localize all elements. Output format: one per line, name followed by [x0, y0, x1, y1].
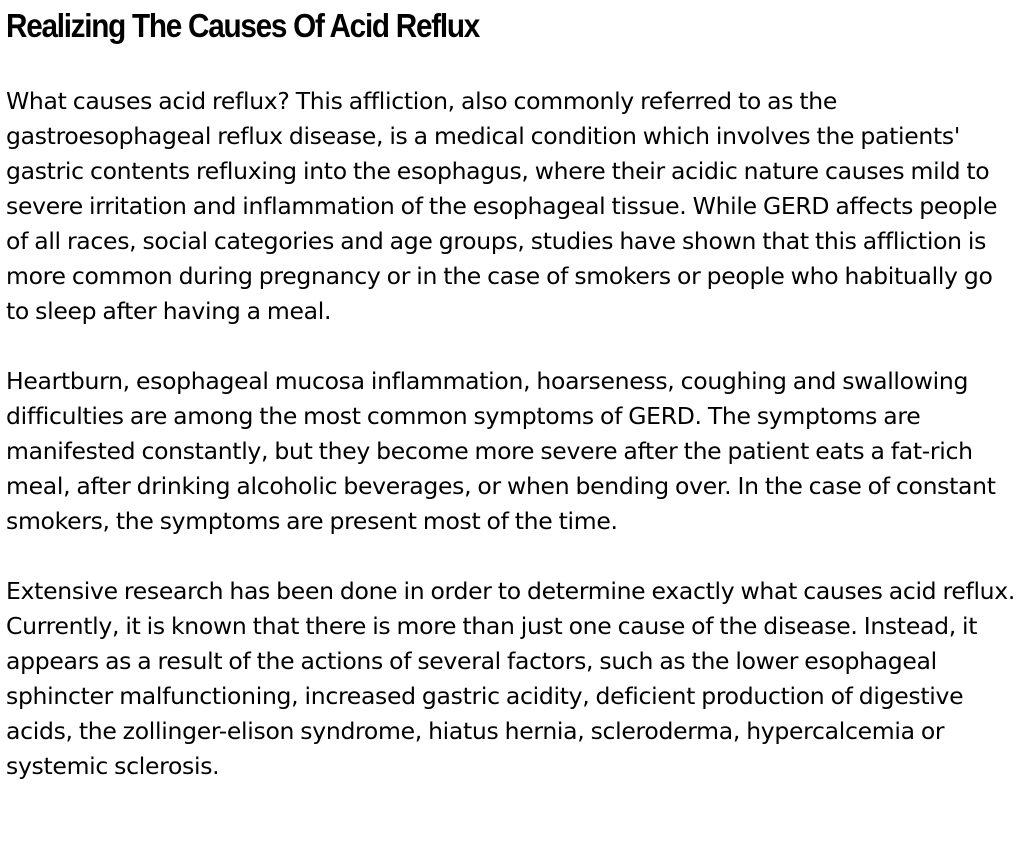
- article-paragraph: Extensive research has been done in order to determine exactly what causes acid reflux. Currently, it is known that there is more than just one cause of the disease. Instead, it appears as a result of the actions of several factors, such as the lower esophageal sphincter malfunctioning, increased gastric acidity, deficient production of digestive acids, the zollinger-elison syndrome, hiatus hernia, scleroderma, hypercalcemia or systemic sclerosis.: [6, 577, 1016, 780]
- article-paragraph: What causes acid reflux? This affliction, also commonly referred to as the gastroesophageal reflux disease, is a medical condition which involves the patients' gastric contents refluxing into the esophagus, where their acidic nature causes mild to severe irritation and inflammation of the esophageal tissue. While GERD affects people of all races, social categories and age groups, studies have shown that this affliction is more common during pregnancy or in the case of smokers or people who habitually go to sleep after having a meal.: [6, 87, 998, 325]
- article: [6, 0, 1018, 784]
- article-paragraph: Heartburn, esophageal mucosa inflammation, hoarseness, coughing and swallowing difficulties are among the most common symptoms of GERD. The symptoms are manifested constantly, but they become more severe after the patient eats a fat-rich meal, after drinking alcoholic beverages, or when bending over. In the case of constant smokers, the symptoms are present most of the time.: [6, 367, 996, 535]
- article-title: Realizing The Causes Of Acid Reflux: [6, 7, 480, 44]
